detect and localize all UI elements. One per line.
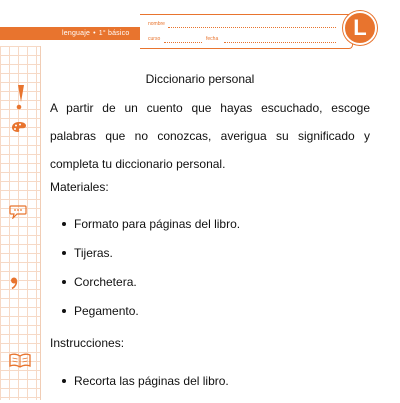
- date-label: fecha: [206, 36, 219, 42]
- instructions-list: [62, 374, 229, 403]
- course-field[interactable]: [164, 42, 202, 43]
- list-item: Recorta las páginas del libro.: [62, 374, 229, 403]
- exclamation-icon: [12, 84, 30, 110]
- list-item: Pegamento.: [62, 304, 240, 333]
- intro-paragraph: A partir de un cuento que hayas escuchado, escoge palabras que no conozcas, averigua su significado y completa tu diccionario personal.: [50, 101, 370, 171]
- grade-level: 1° básico: [98, 30, 130, 37]
- course-label: curso: [148, 36, 161, 42]
- document-title: Diccionario personal: [145, 72, 255, 86]
- subject-name: lenguaje: [62, 30, 91, 37]
- subject-logo: L: [343, 11, 377, 45]
- open-book-icon: [9, 353, 31, 368]
- materials-list: [62, 217, 240, 333]
- name-label: nombre: [148, 21, 165, 27]
- list-item: Formato para páginas del libro.: [62, 217, 240, 246]
- date-field[interactable]: [224, 42, 336, 43]
- subject-label: [62, 27, 129, 40]
- list-item: Tijeras.: [62, 246, 240, 275]
- paint-palette-icon: [11, 121, 27, 133]
- student-info-box: [140, 14, 353, 49]
- materials-heading: Materiales:: [50, 180, 109, 194]
- speech-bubble-icon: [9, 205, 27, 219]
- list-item: Corchetera.: [62, 275, 240, 304]
- name-field[interactable]: [168, 27, 336, 28]
- subject-separator: •: [93, 30, 96, 37]
- comma-icon: [10, 277, 18, 289]
- instructions-heading: Instrucciones:: [50, 336, 125, 350]
